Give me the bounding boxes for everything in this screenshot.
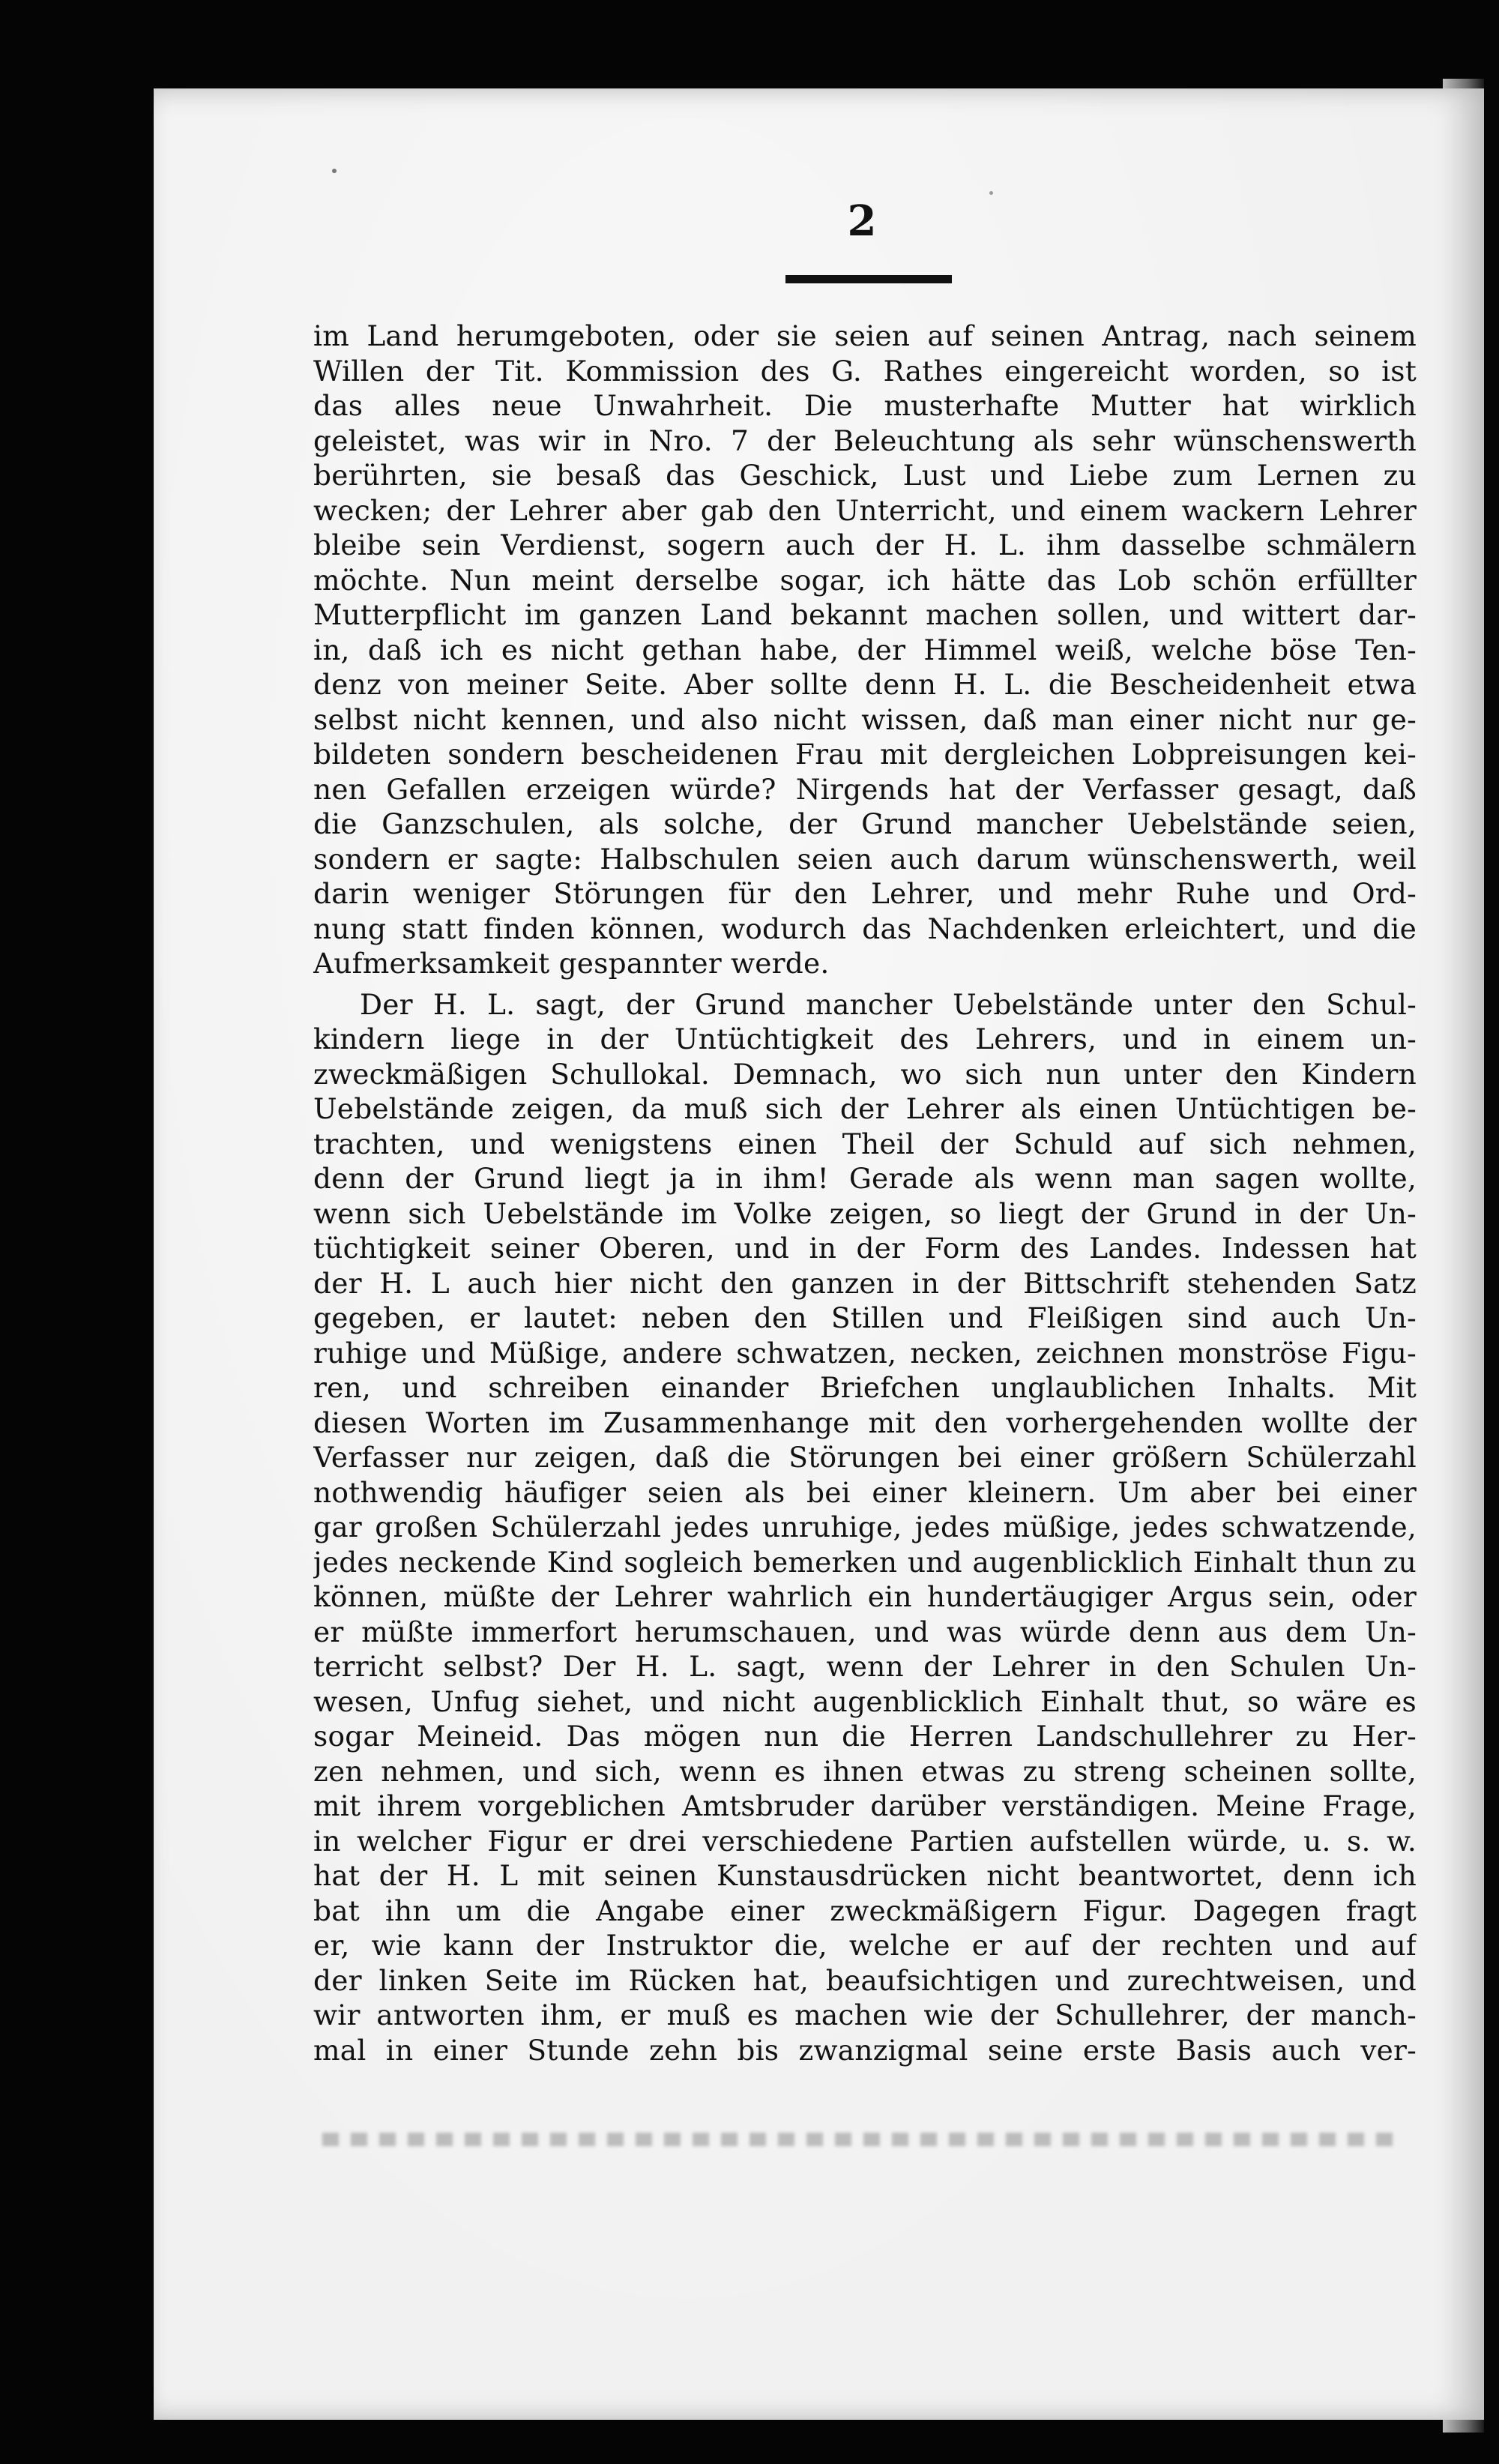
text-line: ruhige und Müßige, andere schwatzen, necken, zeichnen monströse Figu- xyxy=(313,1336,1417,1370)
text-line: denz von meiner Seite. Aber sollte denn H. L. die Bescheidenheit etwa xyxy=(313,668,1417,701)
text-line: im Land herumgeboten, oder sie seien auf seinen Antrag, nach seinem xyxy=(313,319,1417,352)
text-line: in welcher Figur er drei verschiedene Partien aufstellen würde, u. s. w. xyxy=(313,1824,1417,1858)
header-rule xyxy=(785,275,952,282)
text-line: tüchtigkeit seiner Oberen, und in der Form des Landes. Indessen hat xyxy=(313,1232,1417,1265)
text-line: sondern er sagte: Halbschulen seien auch darum wünschenswerth, weil xyxy=(313,842,1417,876)
text-line: in, daß ich es nicht gethan habe, der Himmel weiß, welche böse Ten- xyxy=(313,633,1417,666)
text-line: bildeten sondern bescheidenen Frau mit dergleichen Lobpreisungen kei- xyxy=(313,738,1417,771)
text-line: nothwendig häufiger seien als bei einer kleinern. Um aber bei einer xyxy=(313,1475,1417,1509)
text-line: mit ihrem vorgeblichen Amtsbruder darüber verständigen. Meine Frage, xyxy=(313,1789,1417,1822)
body-text xyxy=(313,319,1417,2067)
text-line: wenn sich Uebelstände im Volke zeigen, so liegt der Grund in der Un- xyxy=(313,1196,1417,1230)
text-line: Uebelstände zeigen, da muß sich der Lehrer als einen Untüchtigen be- xyxy=(313,1092,1417,1125)
text-line: mal in einer Stunde zehn bis zwanzigmal seine erste Basis auch ver- xyxy=(313,2033,1417,2067)
paragraph-gap xyxy=(313,981,1417,987)
text-line: geleistet, was wir in Nro. 7 der Beleuchtung als sehr wünschenswerth xyxy=(313,424,1417,457)
text-line: diesen Worten im Zusammenhange mit den vorhergehenden wollte der xyxy=(313,1406,1417,1439)
text-line: zweckmäßigen Schullokal. Demnach, wo sich nun unter den Kindern xyxy=(313,1057,1417,1091)
text-line: wecken; der Lehrer aber gab den Unterricht, und einem wackern Lehrer xyxy=(313,493,1417,527)
text-line: Mutterpflicht im ganzen Land bekannt machen sollen, und wittert dar- xyxy=(313,598,1417,631)
text-line: denn der Grund liegt ja in ihm! Gerade als wenn man sagen wollte, xyxy=(313,1162,1417,1195)
paragraph xyxy=(313,987,1417,2068)
text-line: Verfasser nur zeigen, daß die Störungen bei einer größern Schülerzahl xyxy=(313,1441,1417,1474)
text-line: möchte. Nun meint derselbe sogar, ich hätte das Lob schön erfüllter xyxy=(313,563,1417,597)
text-line: der linken Seite im Rücken hat, beaufsichtigen und zurechtweisen, und xyxy=(313,1963,1417,1997)
text-line: bleibe sein Verdienst, sogern auch der H. L. ihm dasselbe schmälern xyxy=(313,528,1417,561)
text-line: trachten, und wenigstens einen Theil der Schuld auf sich nehmen, xyxy=(313,1127,1417,1160)
paper-speck xyxy=(989,191,993,195)
text-line: Willen der Tit. Kommission des G. Rathes eingereicht worden, so ist xyxy=(313,354,1417,388)
text-line: er müßte immerfort herumschauen, und was würde denn aus dem Un- xyxy=(313,1615,1417,1648)
page-number: 2 xyxy=(847,196,877,246)
text-line: berührten, sie besaß das Geschick, Lust und Liebe zum Lernen zu xyxy=(313,459,1417,492)
text-line: hat der H. L mit seinen Kunstausdrücken nicht beantwortet, denn ich xyxy=(313,1859,1417,1892)
paper-speck xyxy=(332,169,337,173)
text-line: der H. L auch hier nicht den ganzen in der Bittschrift stehenden Satz xyxy=(313,1266,1417,1300)
text-line: wesen, Unfug siehet, und nicht augenblicklich Einhalt thut, so wäre es xyxy=(313,1684,1417,1718)
text-line: gar großen Schülerzahl jedes unruhige, jedes müßige, jedes schwatzende, xyxy=(313,1510,1417,1543)
text-line: jedes neckende Kind sogleich bemerken und augenblicklich Einhalt thun zu xyxy=(313,1545,1417,1579)
text-line: er, wie kann der Instruktor die, welche er auf der rechten und auf xyxy=(313,1929,1417,1962)
text-line: gegeben, er lautet: neben den Stillen und Fleißigen sind auch Un- xyxy=(313,1301,1417,1334)
text-line: ren, und schreiben einander Briefchen unglaublichen Inhalts. Mit xyxy=(313,1371,1417,1404)
text-line: darin weniger Störungen für den Lehrer, und mehr Ruhe und Ord- xyxy=(313,877,1417,910)
text-line: bat ihn um die Angabe einer zweckmäßigern Figur. Dagegen fragt xyxy=(313,1894,1417,1927)
paragraph xyxy=(313,319,1417,981)
text-line: nen Gefallen erzeigen würde? Nirgends hat der Verfasser gesagt, daß xyxy=(313,772,1417,806)
text-line: nung statt finden können, wodurch das Nachdenken erleichtert, und die xyxy=(313,912,1417,945)
ink-bleed-through xyxy=(322,2133,1402,2146)
text-line: kindern liege in der Untüchtigkeit des Lehrers, und in einem un- xyxy=(313,1022,1417,1055)
text-line: die Ganzschulen, als solche, der Grund mancher Uebelstände seien, xyxy=(313,807,1417,840)
text-line: selbst nicht kennen, und also nicht wissen, daß man einer nicht nur ge- xyxy=(313,702,1417,736)
text-line: Aufmerksamkeit gespannter werde. xyxy=(313,947,830,980)
text-line: terricht selbst? Der H. L. sagt, wenn der Lehrer in den Schulen Un- xyxy=(313,1650,1417,1683)
text-line: zen nehmen, und sich, wenn es ihnen etwas zu streng scheinen sollte, xyxy=(313,1754,1417,1788)
text-line: wir antworten ihm, er muß es machen wie der Schullehrer, der manch- xyxy=(313,1998,1417,2031)
text-line: sogar Meineid. Das mögen nun die Herren Landschullehrer zu Her- xyxy=(313,1720,1417,1753)
text-line: können, müßte der Lehrer wahrlich ein hundertäugiger Argus sein, oder xyxy=(313,1580,1417,1613)
text-line: Der H. L. sagt, der Grund mancher Uebelstände unter den Schul- xyxy=(360,987,1417,1021)
text-line: das alles neue Unwahrheit. Die musterhafte Mutter hat wirklich xyxy=(313,389,1417,422)
